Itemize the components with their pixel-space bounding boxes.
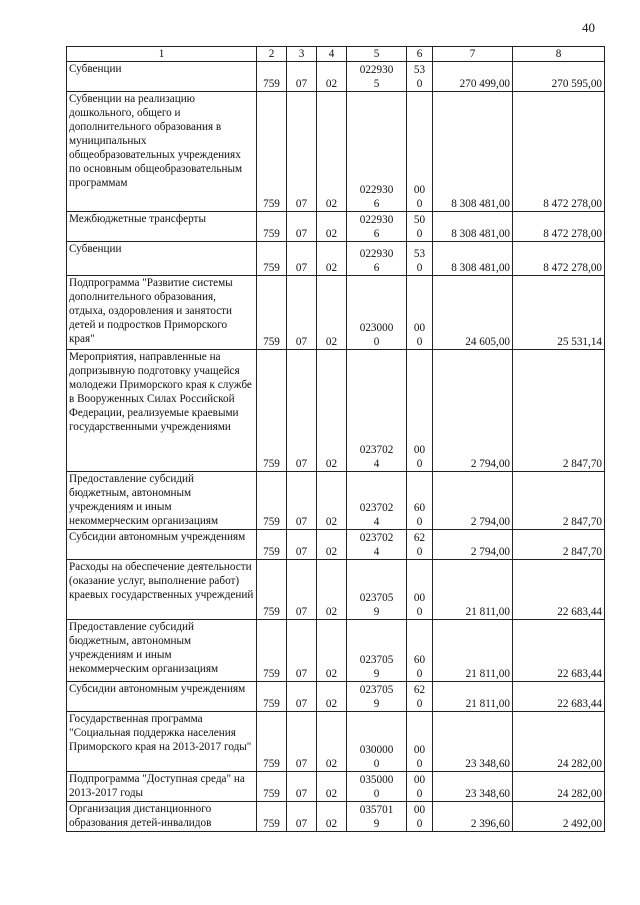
cell-amount-8: 22 683,44: [513, 682, 605, 712]
cell-amount-7: 8 308 481,00: [433, 242, 513, 276]
cell-amount-7: 24 605,00: [433, 276, 513, 350]
expense-type-line1: 53: [413, 64, 426, 76]
expense-type-line1: 62: [413, 532, 426, 544]
cell-ministry: 759: [257, 276, 287, 350]
page-number: 40: [582, 20, 595, 35]
table-row: [67, 92, 605, 212]
header-cell: 6: [407, 47, 433, 62]
cell-section: 07: [287, 62, 317, 92]
cell-subsection: 02: [317, 242, 347, 276]
cell-subsection: 02: [317, 350, 347, 472]
header-cell: 2: [257, 47, 287, 62]
cell-expense-type: [407, 682, 433, 712]
cell-expense-type: [407, 772, 433, 802]
table-row: [67, 350, 605, 472]
cell-target-article: [347, 212, 407, 242]
cell-amount-7: 8 308 481,00: [433, 212, 513, 242]
expense-type-line1: 62: [413, 684, 426, 696]
table-row: [67, 212, 605, 242]
row-name: Предоставление субсидий бюджетным, автономным учреждениям и иным некоммерческим организациям: [67, 472, 257, 530]
table-row: [67, 530, 605, 560]
target-article-line2: 0: [373, 336, 380, 348]
target-article-line2: 9: [373, 668, 380, 680]
cell-ministry: 759: [257, 350, 287, 472]
target-article-line2: 6: [373, 262, 380, 274]
cell-target-article: [347, 242, 407, 276]
cell-subsection: 02: [317, 682, 347, 712]
cell-subsection: 02: [317, 62, 347, 92]
cell-amount-8: 270 595,00: [513, 62, 605, 92]
target-article-line1: 022930: [359, 64, 394, 76]
cell-amount-8: 8 472 278,00: [513, 212, 605, 242]
target-article-line1: 035000: [359, 774, 394, 786]
cell-amount-7: 23 348,60: [433, 772, 513, 802]
header-cell: 5: [347, 47, 407, 62]
expense-type-line1: 60: [413, 654, 426, 666]
cell-ministry: 759: [257, 682, 287, 712]
expense-type-line2: 0: [416, 516, 423, 528]
cell-ministry: 759: [257, 620, 287, 682]
cell-expense-type: [407, 212, 433, 242]
cell-target-article: [347, 802, 407, 832]
row-name: Государственная программа "Социальная поддержка населения Приморского края на 2013-2017 годы": [67, 712, 257, 772]
expense-type-line2: 0: [416, 818, 423, 830]
cell-amount-7: 2 794,00: [433, 472, 513, 530]
cell-subsection: 02: [317, 802, 347, 832]
expense-type-line2: 0: [416, 606, 423, 618]
cell-expense-type: [407, 92, 433, 212]
target-article-line2: 4: [373, 546, 380, 558]
cell-amount-8: 24 282,00: [513, 712, 605, 772]
cell-subsection: 02: [317, 620, 347, 682]
row-name: Субвенции на реализацию дошкольного, общего и дополнительного образования в муниципальных общеобразовательных учреждениях по основным общеобразовательным программам: [67, 92, 257, 212]
cell-amount-7: 2 794,00: [433, 530, 513, 560]
expense-type-line1: 00: [413, 322, 426, 334]
expense-type-line2: 0: [416, 78, 423, 90]
header-cell: 3: [287, 47, 317, 62]
table-row: [67, 802, 605, 832]
cell-amount-8: 2 847,70: [513, 350, 605, 472]
expense-type-line2: 0: [416, 546, 423, 558]
row-name: Подпрограмма "Развитие системы дополнительного образования, отдыха, оздоровления и занятости детей и подростков Приморского края": [67, 276, 257, 350]
cell-expense-type: [407, 620, 433, 682]
table-row: [67, 242, 605, 276]
expense-type-line2: 0: [416, 262, 423, 274]
header-row: [67, 47, 605, 62]
expense-type-line2: 0: [416, 758, 423, 770]
expense-type-line1: 50: [413, 214, 426, 226]
expense-type-line2: 0: [416, 788, 423, 800]
cell-subsection: 02: [317, 276, 347, 350]
cell-subsection: 02: [317, 530, 347, 560]
cell-amount-7: 21 811,00: [433, 620, 513, 682]
cell-section: 07: [287, 350, 317, 472]
expense-type-line1: 00: [413, 744, 426, 756]
cell-ministry: 759: [257, 212, 287, 242]
cell-section: 07: [287, 802, 317, 832]
target-article-line2: 9: [373, 606, 380, 618]
target-article-line2: 5: [373, 78, 380, 90]
cell-target-article: [347, 350, 407, 472]
cell-amount-7: 23 348,60: [433, 712, 513, 772]
table-row: [67, 772, 605, 802]
cell-target-article: [347, 560, 407, 620]
target-article-line2: 9: [373, 698, 380, 710]
row-name: Подпрограмма "Доступная среда" на 2013-2017 годы: [67, 772, 257, 802]
cell-expense-type: [407, 712, 433, 772]
cell-subsection: 02: [317, 772, 347, 802]
cell-amount-7: 270 499,00: [433, 62, 513, 92]
cell-target-article: [347, 472, 407, 530]
expense-type-line1: 00: [413, 184, 426, 196]
cell-amount-8: 22 683,44: [513, 620, 605, 682]
target-article-line2: 6: [373, 198, 380, 210]
cell-amount-8: 2 492,00: [513, 802, 605, 832]
cell-subsection: 02: [317, 472, 347, 530]
cell-ministry: 759: [257, 772, 287, 802]
target-article-line1: 023705: [359, 592, 394, 604]
cell-amount-8: 2 847,70: [513, 472, 605, 530]
cell-ministry: 759: [257, 472, 287, 530]
cell-amount-8: 2 847,70: [513, 530, 605, 560]
header-cell: 4: [317, 47, 347, 62]
expense-type-line1: 53: [413, 248, 426, 260]
cell-section: 07: [287, 92, 317, 212]
expense-type-line1: 60: [413, 502, 426, 514]
cell-ministry: 759: [257, 92, 287, 212]
header-cell: 1: [67, 47, 257, 62]
cell-section: 07: [287, 620, 317, 682]
cell-amount-7: 21 811,00: [433, 560, 513, 620]
cell-section: 07: [287, 530, 317, 560]
row-name: Субсидии автономным учреждениям: [67, 682, 257, 712]
cell-ministry: 759: [257, 560, 287, 620]
cell-target-article: [347, 772, 407, 802]
cell-amount-7: 2 794,00: [433, 350, 513, 472]
table-row: [67, 62, 605, 92]
row-name: Организация дистанционного образования детей-инвалидов: [67, 802, 257, 832]
target-article-line1: 022930: [359, 184, 394, 196]
cell-amount-8: 24 282,00: [513, 772, 605, 802]
cell-target-article: [347, 682, 407, 712]
target-article-line1: 023702: [359, 444, 394, 456]
target-article-line1: 022930: [359, 214, 394, 226]
cell-target-article: [347, 620, 407, 682]
cell-amount-8: 8 472 278,00: [513, 242, 605, 276]
cell-target-article: [347, 62, 407, 92]
cell-expense-type: [407, 242, 433, 276]
cell-expense-type: [407, 530, 433, 560]
target-article-line2: 9: [373, 818, 380, 830]
cell-target-article: [347, 92, 407, 212]
table-row: [67, 682, 605, 712]
row-name: Субсидии автономным учреждениям: [67, 530, 257, 560]
header-cell: 8: [513, 47, 605, 62]
target-article-line1: 030000: [359, 744, 394, 756]
target-article-line1: 023705: [359, 654, 394, 666]
target-article-line1: 023702: [359, 532, 394, 544]
cell-subsection: 02: [317, 92, 347, 212]
target-article-line1: 035701: [359, 804, 394, 816]
cell-section: 07: [287, 212, 317, 242]
cell-expense-type: [407, 560, 433, 620]
cell-section: 07: [287, 242, 317, 276]
cell-expense-type: [407, 472, 433, 530]
expense-type-line2: 0: [416, 198, 423, 210]
cell-target-article: [347, 712, 407, 772]
table-row: [67, 620, 605, 682]
table-row: [67, 472, 605, 530]
expense-type-line1: 00: [413, 592, 426, 604]
expense-type-line2: 0: [416, 458, 423, 470]
row-name: Расходы на обеспечение деятельности (оказание услуг, выполнение работ) краевых государственных учреждений: [67, 560, 257, 620]
cell-section: 07: [287, 712, 317, 772]
row-name: Субвенции: [67, 62, 257, 92]
table-row: [67, 276, 605, 350]
row-name: Субвенции: [67, 242, 257, 276]
cell-ministry: 759: [257, 712, 287, 772]
target-article-line2: 4: [373, 458, 380, 470]
header-cell: 7: [433, 47, 513, 62]
cell-amount-8: 22 683,44: [513, 560, 605, 620]
cell-expense-type: [407, 62, 433, 92]
cell-ministry: 759: [257, 530, 287, 560]
expense-type-line1: 00: [413, 774, 426, 786]
cell-section: 07: [287, 560, 317, 620]
target-article-line1: 023000: [359, 322, 394, 334]
cell-section: 07: [287, 472, 317, 530]
cell-ministry: 759: [257, 802, 287, 832]
table-row: [67, 712, 605, 772]
cell-subsection: 02: [317, 212, 347, 242]
cell-amount-7: 8 308 481,00: [433, 92, 513, 212]
target-article-line2: 0: [373, 788, 380, 800]
cell-amount-7: 21 811,00: [433, 682, 513, 712]
cell-expense-type: [407, 350, 433, 472]
target-article-line1: 023702: [359, 502, 394, 514]
cell-amount-8: 25 531,14: [513, 276, 605, 350]
cell-section: 07: [287, 682, 317, 712]
cell-target-article: [347, 276, 407, 350]
cell-expense-type: [407, 802, 433, 832]
cell-section: 07: [287, 276, 317, 350]
row-name: Мероприятия, направленные на допризывную подготовку учащейся молодежи Приморского края к службе в Вооруженных Силах Российской Федерации, реализуемые краевыми государственными учреждениями: [67, 350, 257, 472]
cell-ministry: 759: [257, 242, 287, 276]
expense-type-line2: 0: [416, 228, 423, 240]
expense-type-line2: 0: [416, 668, 423, 680]
target-article-line1: 022930: [359, 248, 394, 260]
cell-subsection: 02: [317, 712, 347, 772]
expense-type-line1: 00: [413, 804, 426, 816]
table-row: [67, 560, 605, 620]
cell-ministry: 759: [257, 62, 287, 92]
cell-subsection: 02: [317, 560, 347, 620]
cell-section: 07: [287, 772, 317, 802]
expense-type-line2: 0: [416, 698, 423, 710]
target-article-line2: 4: [373, 516, 380, 528]
row-name: Межбюджетные трансферты: [67, 212, 257, 242]
row-name: Предоставление субсидий бюджетным, автономным учреждениям и иным некоммерческим организациям: [67, 620, 257, 682]
target-article-line1: 023705: [359, 684, 394, 696]
target-article-line2: 6: [373, 228, 380, 240]
target-article-line2: 0: [373, 758, 380, 770]
cell-amount-7: 2 396,60: [433, 802, 513, 832]
cell-expense-type: [407, 276, 433, 350]
expense-type-line2: 0: [416, 336, 423, 348]
cell-target-article: [347, 530, 407, 560]
cell-amount-8: 8 472 278,00: [513, 92, 605, 212]
budget-table: [66, 46, 605, 832]
expense-type-line1: 00: [413, 444, 426, 456]
